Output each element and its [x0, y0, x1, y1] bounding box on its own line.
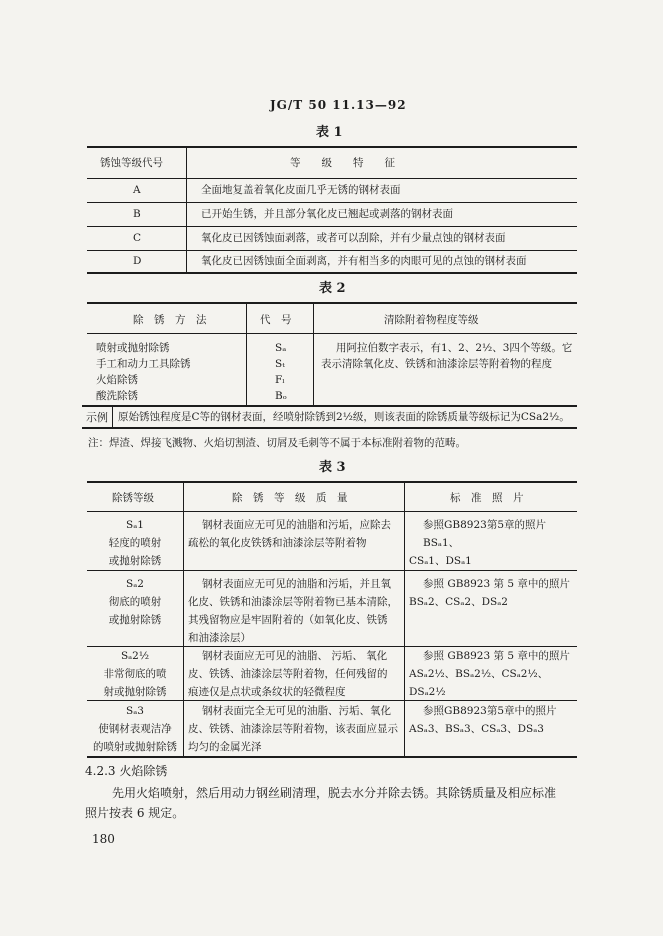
table3-photo-line: 参照GB8923第5章中的照片 — [423, 705, 557, 717]
table3-col-photo: 标 准 照 片 — [450, 492, 524, 504]
table3-photo — [409, 702, 577, 738]
table3-quality-line: 化皮、铁锈和油漆涂层等附着物已基本清除， — [188, 596, 398, 608]
table1-row-rule — [87, 250, 577, 251]
table2-header-rule — [87, 333, 577, 334]
table2-example-label: 示例 — [86, 411, 108, 424]
table3-grade — [87, 575, 183, 629]
table2-method: 喷射或抛射除锈 — [96, 342, 170, 354]
table3-quality-line: 皮、铁锈、油漆涂层等附着物，任何残留的 — [188, 668, 388, 680]
table3-grade-line: 射或抛射除锈 — [103, 686, 167, 698]
table2-col-code: 代 号 — [260, 314, 292, 326]
table2-method: 酸洗除锈 — [96, 390, 138, 402]
table3-grade-line: 使钢材表观洁净 — [98, 723, 172, 735]
table3-header-rule — [87, 511, 577, 512]
table2-note: 注：焊渣、焊接飞溅物、火焰切割渣、切屑及毛刺等不属于本标准附着物的范畴。 — [88, 437, 466, 449]
table2-code: Sₐ — [275, 342, 287, 354]
table3-bottom-rule — [87, 756, 577, 758]
page-number: 180 — [92, 832, 115, 846]
page-header: JG/T 50 11.13—92 — [270, 98, 407, 112]
table2-top-rule — [87, 302, 577, 304]
table1-col-feature: 等 级 特 征 — [290, 157, 395, 169]
table2-code: Bₒ — [275, 390, 287, 402]
table2-code: Sₜ — [275, 358, 285, 370]
table3-quality-line: 均匀的金属光泽 — [188, 741, 262, 753]
table3-grade-code: Sₐ3 — [126, 705, 144, 717]
table3-quality-line: 钢材表面应无可见的油脂和污垢，应除去 — [202, 519, 391, 531]
table2-col-method: 除 锈 方 法 — [133, 314, 207, 326]
table3-grade-line: 的喷射或抛射除锈 — [93, 741, 177, 753]
table3-quality — [188, 702, 400, 756]
table1-col-code: 锈蚀等级代号 — [100, 157, 163, 169]
table3-grade-code: Sₐ2 — [126, 578, 144, 590]
table1-desc: 氧化皮已因锈蚀面全面剥离，并有相当多的肉眼可见的点蚀的钢材表面 — [201, 255, 527, 267]
table1-top-rule — [87, 146, 577, 148]
table1-code: A — [133, 184, 141, 196]
table3-quality — [188, 647, 400, 701]
table3-grade-code: Sₐ1 — [126, 519, 144, 531]
table2-desc-line1: 用阿拉伯数字表示，有1、2、2½、3四个等级。它 — [336, 342, 573, 354]
table3-quality-line: 和油漆涂层） — [188, 632, 251, 644]
table3-grade — [87, 702, 183, 756]
table1-desc: 氧化皮已因锈蚀面剥落，或者可以刮除，并有少量点蚀的钢材表面 — [201, 232, 506, 244]
table1-row-rule — [87, 202, 577, 203]
table2-col-grade: 清除附着物程度等级 — [384, 314, 479, 326]
section-paragraph-line1: 先用火焰喷射，然后用动力钢丝刷清理，脱去水分并除去锈。其除锈质量及相应标准 — [112, 786, 557, 800]
table2-code: Fₗ — [275, 374, 285, 386]
table3-grade-line: 轻度的喷射 — [108, 537, 162, 549]
table2-example-divider — [112, 406, 113, 427]
table1-code: D — [133, 255, 142, 267]
table3-quality-line: 钢材表面完全无可见的油脂、污垢、氧化 — [202, 705, 391, 717]
table3-row-rule — [87, 700, 577, 701]
table3-quality — [188, 516, 400, 552]
table3-col-grade: 除锈等级 — [112, 492, 154, 504]
table3-photo-line: ASₐ3、BSₐ3、CSₐ3、DSₐ3 — [409, 723, 544, 735]
table2-title: 表 2 — [319, 281, 346, 296]
table3-photo-line: 参照GB8923第5章的照片BSₐ1、 — [423, 519, 547, 549]
table1-desc: 已开始生锈，并且部分氧化皮已翘起或剥落的钢材表面 — [201, 208, 453, 220]
section-heading: 4.2.3 火焰除锈 — [85, 764, 168, 778]
table3-photo-line: 参照 GB8923 第 5 章中的照片 — [423, 650, 570, 662]
table2-example-rule — [82, 405, 577, 407]
table2-divider-1 — [246, 303, 247, 405]
table3-photo — [409, 516, 577, 570]
table1-title: 表 1 — [316, 125, 343, 140]
table3-grade — [87, 516, 183, 570]
table3-grade-line: 或抛射除锈 — [108, 555, 162, 567]
table1-row-rule — [87, 226, 577, 227]
section-paragraph-line2: 照片按表 6 规定。 — [85, 806, 185, 820]
table3-quality-line: 痕迹仅是点状或条纹状的轻微程度 — [188, 686, 346, 698]
table3-photo-line: CSₐ1、DSₐ1 — [409, 555, 472, 567]
table1-code: C — [133, 232, 142, 244]
table1-divider — [186, 147, 187, 272]
table3-quality-line: 皮、铁锈、油漆涂层等附着物，该表面应显示 — [188, 723, 398, 735]
table3-grade — [87, 647, 183, 701]
table3-grade-line: 非常彻底的喷 — [103, 668, 167, 680]
table3-quality-line: 其残留物应是牢固附着的（如氧化皮、铁锈 — [188, 614, 388, 626]
table3-top-rule — [87, 481, 577, 483]
table3-divider-2 — [404, 482, 405, 756]
table2-method: 火焰除锈 — [96, 374, 138, 386]
table2-desc-line2: 表示清除氧化皮、铁锈和油漆涂层等附着物的程度 — [321, 358, 552, 370]
table3-row-rule — [87, 570, 577, 571]
table3-photo — [409, 647, 577, 701]
table3-quality-line: 钢材表面应无可见的油脂、 污垢、 氧化 — [202, 650, 388, 662]
table2-method: 手工和动力工具除锈 — [96, 358, 191, 370]
table3-quality-line: 疏松的氧化皮铁锈和油漆涂层等附着物 — [188, 537, 367, 549]
table3-photo-line: BSₐ2、CSₐ2、DSₐ2 — [409, 596, 508, 608]
table2-example-text: 原始锈蚀程度是C等的钢材表面，经喷射除锈到2½级，则该表面的除锈质量等级标记为CSa2½。 — [118, 411, 570, 423]
table3-title: 表 3 — [319, 460, 346, 475]
table3-quality-line: 钢材表面应无可见的油脂和污垢，并且氧 — [202, 578, 391, 590]
table1-code: B — [133, 208, 141, 220]
table3-photo-line: ASₐ2½、BSₐ2½、CSₐ2½、DSₐ2½ — [409, 668, 549, 698]
table1-header-rule — [87, 178, 577, 179]
table1-bottom-rule — [87, 272, 577, 274]
table3-divider-1 — [183, 482, 184, 756]
table3-grade-line: 彻底的喷射 — [108, 596, 162, 608]
table3-photo-line: 参照 GB8923 第 5 章中的照片 — [423, 578, 570, 590]
table3-photo — [409, 575, 577, 611]
table3-quality — [188, 575, 400, 647]
table2-bottom-rule — [82, 427, 577, 429]
table2-divider-2 — [313, 303, 314, 405]
table3-grade-code: Sₐ2½ — [120, 650, 150, 662]
table3-grade-line: 或抛射除锈 — [108, 614, 162, 626]
table1-desc: 全面地复盖着氧化皮面几乎无锈的钢材表面 — [201, 184, 401, 196]
table3-col-quality: 除 锈 等 级 质 量 — [232, 492, 348, 504]
